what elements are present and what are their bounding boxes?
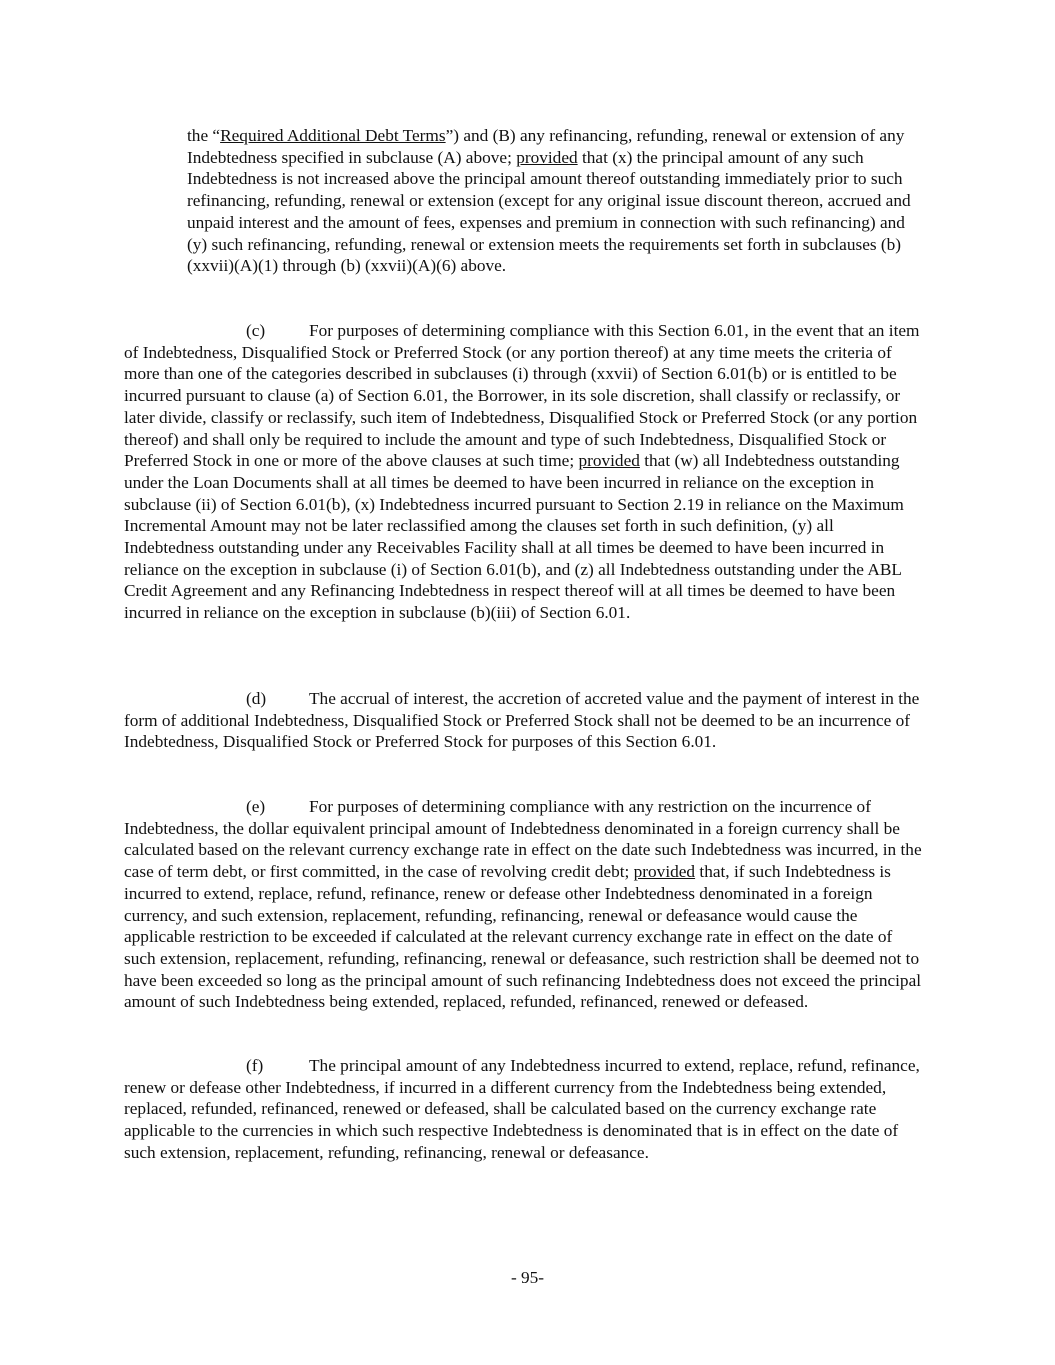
- paragraph-e: [124, 796, 924, 1013]
- text-run: For purposes of determining compliance with this Section 6.01, in the event that an item of Indebtedness, Disqualified Stock or Preferred Stock (or any portion thereof) at any time meets the criteria of more than one of the categories described in subclauses (i) through (xxvii) of Section 6.01(b) or is entitled to be incurred pursuant to clause (a) of Section 6.01, the Borrower, in its sole discretion, shall classify or reclassify, or later divide, classify or reclassify, such item of Indebtedness, Disqualified Stock or Preferred Stock (or any portion thereof) and shall only be required to include the amount and type of such Indebtedness, Disqualified Stock or Preferred Stock in one or more of the above clauses at such time;: [124, 321, 920, 471]
- paragraph-c: [124, 320, 924, 624]
- provided-term: provided: [633, 862, 696, 882]
- text-run: that (w) all Indebtedness outstanding under the Loan Documents shall at all times be deemed to have been incurred in reliance on the exception in subclause (ii) of Section 6.01(b), (x) Indebtedness incurred pursuant to Section 2.19 in reliance on the Maximum Incremental Amount may not be later reclassified among the clauses set forth in such definition, (y) all Indebtedness outstanding under any Receivables Facility shall at all times be deemed to have been incurred in reliance on the exception in subclause (i) of Section 6.01(b), and (z) all Indebtedness outstanding under the ABL Credit Agreement and any Refinancing Indebtedness in respect thereof will at all times be deemed to have been incurred in reliance on the exception in subclause (b)(iii) of Section 6.01.: [124, 451, 904, 623]
- provided-term: provided: [578, 451, 640, 471]
- clause-label: (f): [246, 1056, 264, 1075]
- clause-label: (c): [246, 321, 266, 340]
- paragraph-d: [124, 688, 924, 753]
- paragraph-b-continuation: [187, 125, 922, 277]
- paragraph-f: [124, 1055, 924, 1164]
- clause-label: (d): [246, 689, 267, 708]
- page-number: - 95-: [510, 1268, 545, 1287]
- text-run: the “: [187, 126, 221, 145]
- provided-term: provided: [516, 147, 578, 167]
- text-run: ”) and (B) any refinancing, refunding, renewal or extension of any Indebtedness specified in subclause (A) above;: [187, 126, 905, 167]
- text-run: For purposes of determining compliance with any restriction on the incurrence of Indebtedness, the dollar equivalent principal amount of Indebtedness denominated in a foreign currency shall be calculated based on the relevant currency exchange rate in effect on the date such Indebtedness was incurred, in the case of term debt, or first committed, in the case of revolving credit debt;: [124, 797, 922, 882]
- defined-term: Required Additional Debt Terms: [220, 126, 446, 145]
- text-run: The accrual of interest, the accretion of accreted value and the payment of interest in the form of additional Indebtedness, Disqualified Stock or Preferred Stock shall not be deemed to be an incurrence of Indebtedness, Disqualified Stock or Preferred Stock for purposes of this Section 6.01.: [124, 689, 920, 752]
- text-run: that, if such Indebtedness is incurred to extend, replace, refund, refinance, renew or defease other Indebtedness denominated in a foreign currency, and such extension, replacement, refunding, refinancing, renewal or defeasance would cause the applicable restriction to be exceeded if calculated at the relevant currency exchange rate in effect on the date of such extension, replacement, refunding, refinancing, renewal or defeasance, such restriction shall be deemed not to have been exceeded so long as the principal amount of such refinancing Indebtedness does not exceed the principal amount of such Indebtedness being extended, replaced, refunded, refinanced, renewed or defeased.: [124, 862, 922, 1012]
- text-run: that (x) the principal amount of any such Indebtedness is not increased above the principal amount thereof outstanding immediately prior to such refinancing, refunding, renewal or extension (except for any original issue discount thereon, accrued and unpaid interest and the amount of fees, expenses and premium in connection with such refinancing) and (y) such refinancing, refunding, renewal or extension meets the requirements set forth in subclauses (b)(xxvii)(A)(1) through (b) (xxvii)(A)(6) above.: [187, 147, 911, 276]
- text-run: The principal amount of any Indebtedness incurred to extend, replace, refund, refinance, renew or defease other Indebtedness, if incurred in a different currency from the Indebtedness being extended, replaced, refunded, refinanced, renewed or defeased, shall be calculated based on the currency exchange rate applicable to the currencies in which such respective Indebtedness is denominated that is in effect on the date of such extension, replacement, refunding, refinancing, renewal or defeasance.: [124, 1056, 920, 1162]
- clause-label: (e): [246, 797, 266, 816]
